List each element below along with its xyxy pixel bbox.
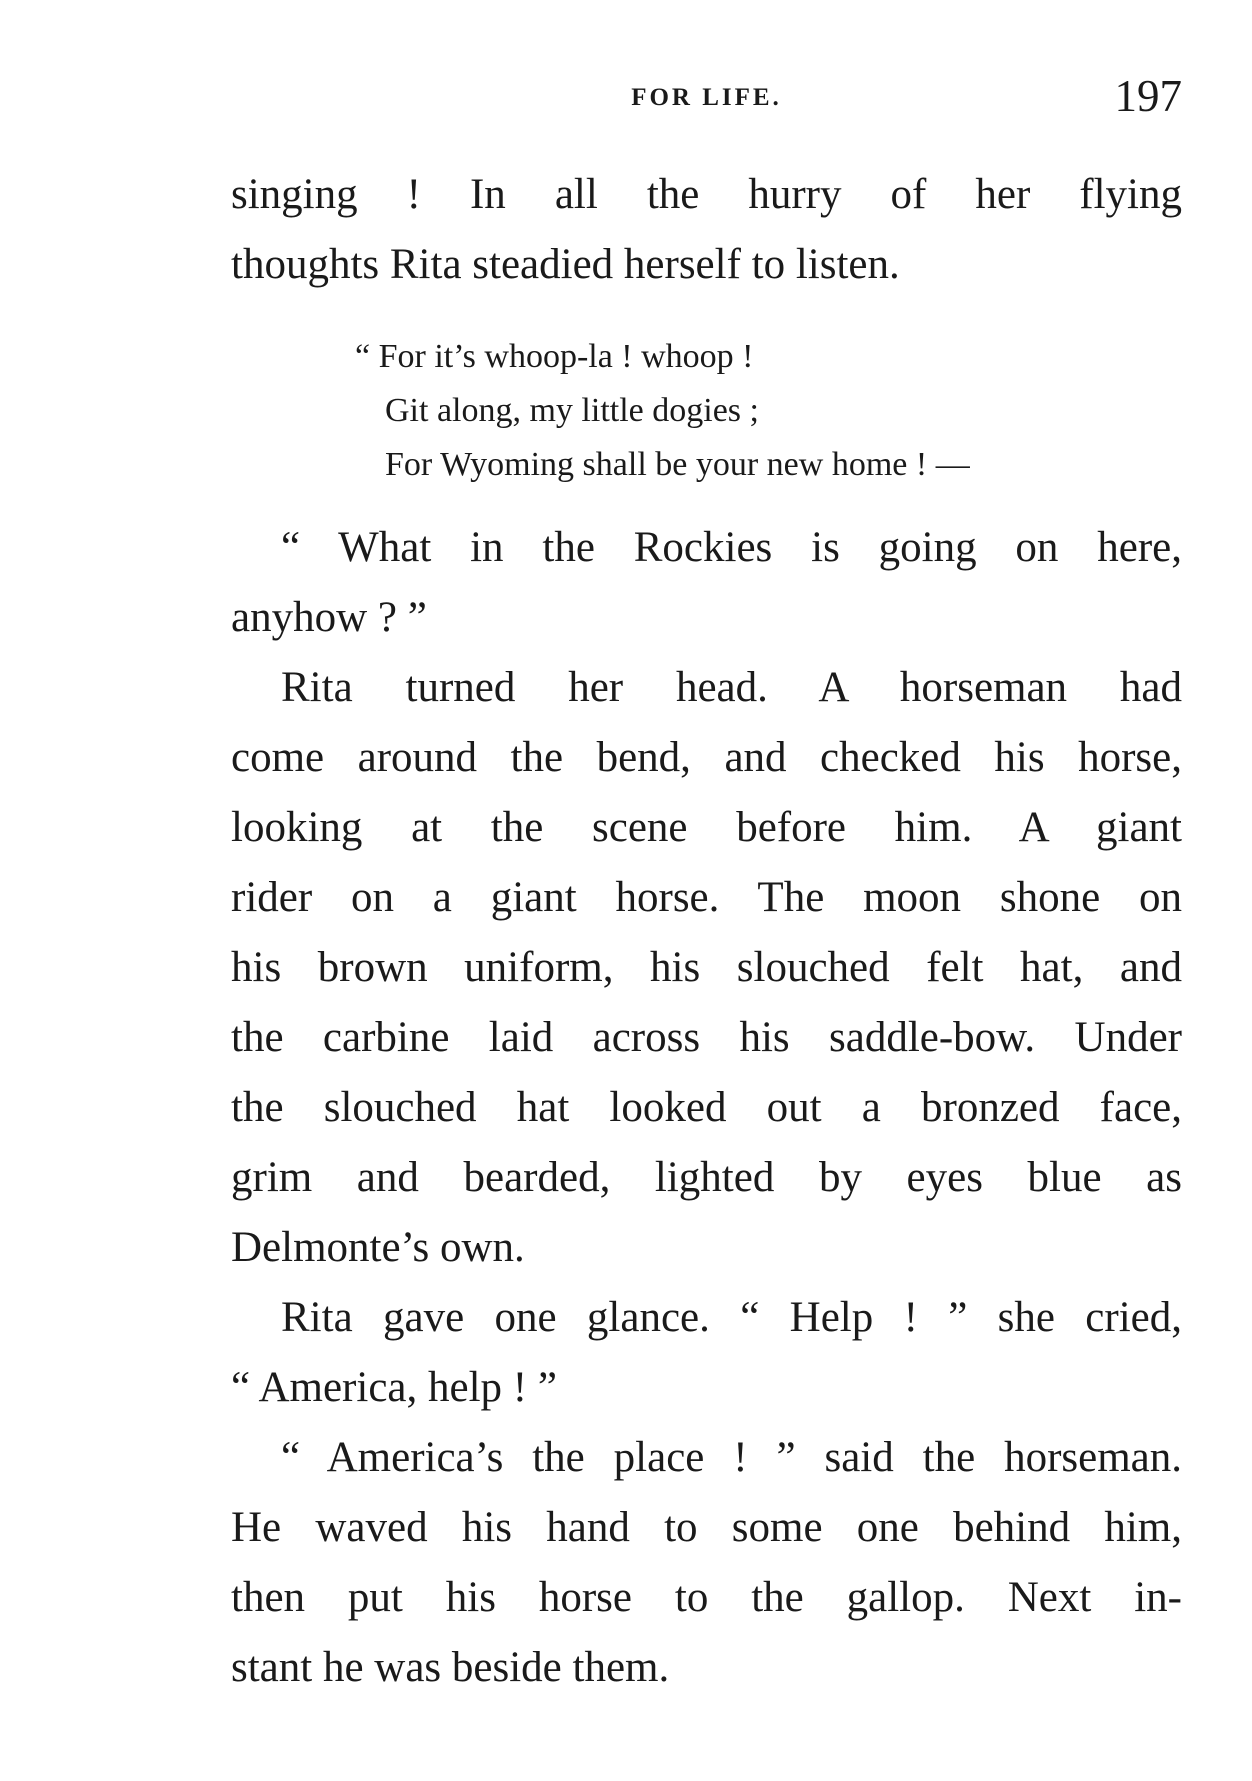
running-head [231,70,1182,130]
text-line: the slouched hat looked out a bronzed face, [231,1084,1182,1131]
song-verse [355,330,970,492]
text-line: rider on a giant horse. The moon shone on [231,874,1182,921]
text-line: stant he was beside them. [231,1644,670,1691]
text-line: his brown uniform, his slouched felt hat, and [231,944,1182,991]
text-line: singing ! In all the hurry of her flying [231,171,1182,218]
text-line: “ America, help ! ” [231,1364,557,1411]
main-text [231,513,1182,1703]
text-line: anyhow ? ” [231,594,427,641]
text-line: thoughts Rita steadied herself to listen. [231,241,900,288]
text-line: Rita gave one glance. “ Help ! ” she cried, [281,1294,1182,1341]
text-line: “ America’s the place ! ” said the horseman. [281,1434,1182,1481]
text-line: Rita turned her head. A horseman had [281,664,1182,711]
verse-line: “ For it’s whoop-la ! whoop ! [355,338,754,375]
text-line: grim and bearded, lighted by eyes blue as [231,1154,1182,1201]
verse-line: For Wyoming shall be your new home ! — [385,446,970,483]
text-line: the carbine laid across his saddle-bow. Under [231,1014,1182,1061]
text-line: then put his horse to the gallop. Next in- [231,1574,1182,1621]
text-line: “ What in the Rockies is going on here, [281,524,1182,571]
opening-paragraph [231,160,1182,300]
text-line: come around the bend, and checked his horse, [231,734,1182,781]
running-title: FOR LIFE. [631,84,782,111]
text-line: He waved his hand to some one behind him, [231,1504,1182,1551]
text-line: Delmonte’s own. [231,1224,525,1271]
verse-line: Git along, my little dogies ; [385,392,759,429]
text-line: looking at the scene before him. A giant [231,804,1182,851]
page-number: 197 [1114,71,1182,121]
